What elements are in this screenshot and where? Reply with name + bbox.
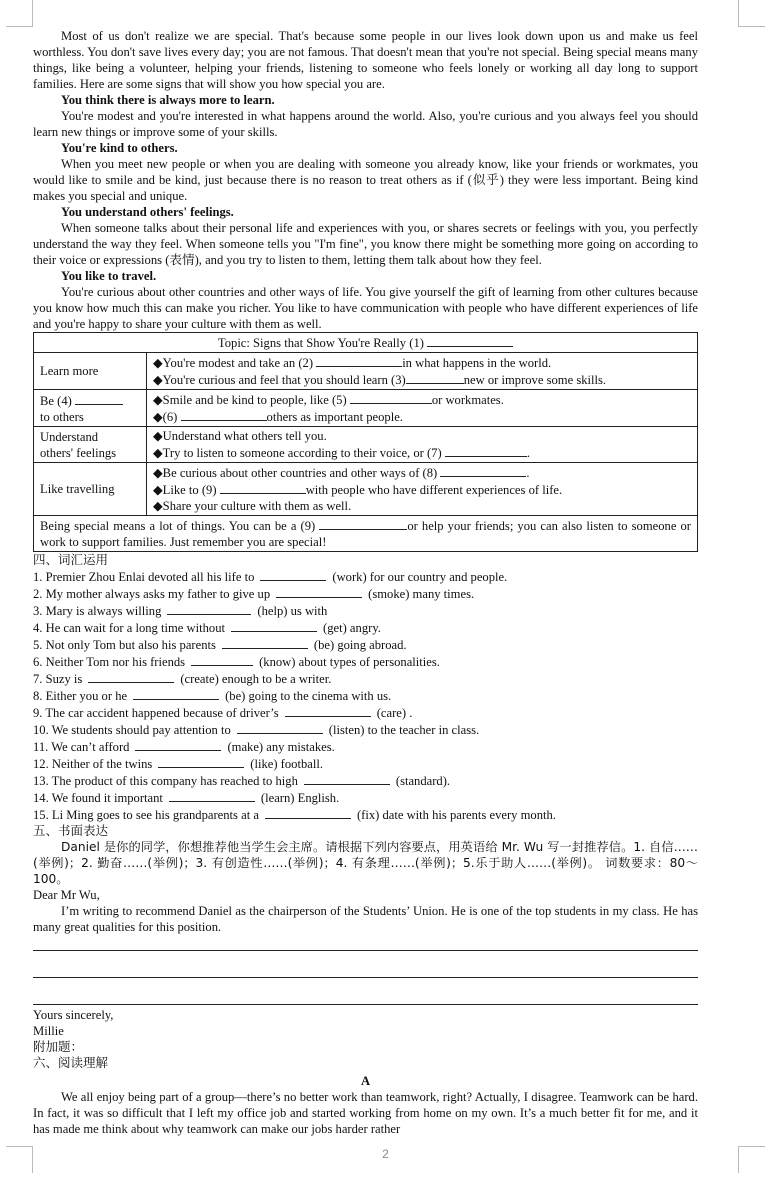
vocab-item xyxy=(33,704,698,721)
table-text: ◆Like to (9) xyxy=(153,483,217,497)
vocab-item-prompt: 5. Not only Tom but also his parents xyxy=(33,638,216,652)
vocab-item-hint: (smoke) many times. xyxy=(368,587,475,601)
vocab-answer-blank[interactable] xyxy=(133,687,219,700)
answer-blank-2[interactable] xyxy=(316,354,402,367)
passage-paragraph-3: When you meet new people or when you are dealing with someone you already know, like your friends or workmates, you would like to smile and be kind, just because there is no reason to treat others as if (似乎) they were less important. Being kind makes you special and unique. xyxy=(33,157,698,203)
answer-blank-4[interactable] xyxy=(75,392,123,405)
vocab-item xyxy=(33,789,698,806)
section-6-title: 六、阅读理解 xyxy=(33,1055,109,1070)
table-text: ◆You're modest and take an (2) xyxy=(153,356,314,370)
vocab-item xyxy=(33,653,698,670)
table-footer-text: Being special means a lot of things. You can be a (9) xyxy=(40,519,316,533)
vocab-item-prompt: 8. Either you or he xyxy=(33,689,128,703)
table-text: ◆(6) xyxy=(153,410,178,424)
row-label-learn-more: Learn more xyxy=(34,353,147,390)
table-row xyxy=(34,427,698,463)
vocab-answer-blank[interactable] xyxy=(167,602,251,615)
passage-heading-2: You're kind to others. xyxy=(61,141,178,155)
vocab-answer-blank[interactable] xyxy=(158,755,244,768)
vocab-answer-blank[interactable] xyxy=(222,636,308,649)
letter-salutation: Dear Mr Wu, xyxy=(33,888,100,902)
vocab-answer-blank[interactable] xyxy=(276,585,362,598)
table-text: others as important people. xyxy=(266,410,403,424)
vocab-answer-blank[interactable] xyxy=(265,806,351,819)
table-footer-text: or help your friends; you can also listen to someone or work to support families. Just remember you are special! xyxy=(40,519,692,549)
crop-mark-top-left xyxy=(6,0,33,27)
table-row xyxy=(34,516,698,552)
table-text: . xyxy=(526,466,530,480)
answer-blank-1[interactable] xyxy=(427,334,513,347)
extra-title: 附加题： xyxy=(33,1039,84,1054)
answer-blank-6[interactable] xyxy=(181,408,267,421)
vocab-item-hint: (listen) to the teacher in class. xyxy=(328,723,480,737)
vocab-answer-blank[interactable] xyxy=(169,789,255,802)
vocab-item xyxy=(33,636,698,653)
vocab-item xyxy=(33,738,698,755)
table-row xyxy=(34,333,698,353)
answer-blank-3[interactable] xyxy=(406,371,464,384)
vocab-item-hint: (help) us with xyxy=(257,604,328,618)
vocab-item-hint: (like) football. xyxy=(250,757,324,771)
table-text: . xyxy=(526,446,530,460)
table-text: new or improve some skills. xyxy=(463,373,607,387)
row-label-be: Be (4) xyxy=(40,393,72,408)
vocab-answer-blank[interactable] xyxy=(237,721,323,734)
vocab-item xyxy=(33,585,698,602)
vocab-item-prompt: 13. The product of this company has reached to high xyxy=(33,774,298,788)
passage-heading-1: You think there is always more to learn. xyxy=(61,93,275,107)
vocab-item-hint: (standard). xyxy=(395,774,451,788)
row-label-to-others: to others xyxy=(40,409,84,424)
vocab-item-prompt: 14. We found it important xyxy=(33,791,163,805)
vocab-item-prompt: 11. We can’t afford xyxy=(33,740,130,754)
vocab-answer-blank[interactable] xyxy=(88,670,174,683)
vocab-item-prompt: 1. Premier Zhou Enlai devoted all his life to xyxy=(33,570,255,584)
table-text: in what happens in the world. xyxy=(402,356,552,370)
vocab-item-prompt: 10. We students should pay attention to xyxy=(33,723,231,737)
summary-table xyxy=(33,332,698,552)
vocab-exercise-list xyxy=(33,568,698,823)
passage-paragraph-5: You're curious about other countries and other ways of life. You give yourself the gift of learning from other cultures because you know how much this can make you richer. You like to have communication with people who have different experiences of life and you're happy to share your culture with them as well. xyxy=(33,285,698,331)
vocab-item-prompt: 4. He can wait for a long time without xyxy=(33,621,226,635)
vocab-answer-blank[interactable] xyxy=(231,619,317,632)
vocab-item-hint: (create) enough to be a writer. xyxy=(180,672,332,686)
table-text: ◆Be curious about other countries and other ways of (8) xyxy=(153,466,438,480)
table-text: ◆Try to listen to someone according to their voice, or (7) xyxy=(153,446,442,460)
vocab-item xyxy=(33,602,698,619)
table-text: ◆Smile and be kind to people, like (5) xyxy=(153,393,347,407)
vocab-item-hint: (learn) English. xyxy=(260,791,340,805)
vocab-item xyxy=(33,721,698,738)
document-page xyxy=(33,28,698,1137)
vocab-item-hint: (make) any mistakes. xyxy=(227,740,335,754)
vocab-item-prompt: 7. Suzy is xyxy=(33,672,83,686)
vocab-item-hint: (get) angry. xyxy=(323,621,381,635)
vocab-item-prompt: 2. My mother always asks my father to give up xyxy=(33,587,271,601)
passage-paragraph-1: Most of us don't realize we are special. That's because some people in our lives look down upon us and make us feel worthless. You don't save lives every day; you are not famous. That doesn't mean that you're not special. Being special means many things, like being a volunteer, helping your friends, listening to someone who feels lonely or working all day long to support families. Here are some signs that will show you how special you are. xyxy=(33,29,698,91)
table-text: ◆Share your culture with them as well. xyxy=(153,499,352,513)
vocab-item-hint: (be) going to the cinema with us. xyxy=(225,689,392,703)
vocab-item-prompt: 12. Neither of the twins xyxy=(33,757,153,771)
vocab-item-prompt: 3. Mary is always willing xyxy=(33,604,162,618)
reading-passage-a: We all enjoy being part of a group—there’s no better work than teamwork, right? Actually, I disagree. Teamwork can be hard. In fact, it was so difficult that I left my office job and started working from home on my own. It’s a much better fit for me, and it has made me think about why teamwork can make our jobs harder rather xyxy=(33,1090,698,1136)
table-text: ◆You're curious and feel that you should learn (3) xyxy=(153,373,406,387)
vocab-answer-blank[interactable] xyxy=(260,568,326,581)
vocab-answer-blank[interactable] xyxy=(285,704,371,717)
answer-blank-10[interactable] xyxy=(319,517,407,530)
table-text: or workmates. xyxy=(431,393,504,407)
vocab-answer-blank[interactable] xyxy=(135,738,221,751)
vocab-answer-blank[interactable] xyxy=(191,653,253,666)
vocab-item xyxy=(33,670,698,687)
passage-paragraph-2: You're modest and you're interested in what happens around the world. Also, you're curious and you always feel you should learn new things or improve some of your skills. xyxy=(33,109,698,139)
vocab-item xyxy=(33,568,698,585)
answer-blank-9[interactable] xyxy=(220,481,306,494)
vocab-item-hint: (care) . xyxy=(376,706,413,720)
crop-mark-top-right xyxy=(738,0,765,27)
letter-opening: I’m writing to recommend Daniel as the chairperson of the Students’ Union. He is one of the top students in my class. He has many great qualities for this position. xyxy=(33,904,698,934)
vocab-item-prompt: 6. Neither Tom nor his friends xyxy=(33,655,186,669)
writing-prompt: Daniel 是你的同学，你想推荐他当学生会主席。请根据下列内容要点，用英语给 Mr. Wu 写一封推荐信。1. 自信……(举例)；2. 勤奋……(举例)；3. 有创造性……(举例)；4. 有条理……(举例)；5.乐于助人……(举例)。 词数要求：80～100。 xyxy=(33,840,698,886)
answer-blank-8[interactable] xyxy=(440,464,526,477)
row-label-like-travelling: Like travelling xyxy=(34,463,147,516)
table-row xyxy=(34,463,698,516)
vocab-item-prompt: 9. The car accident happened because of driver’s xyxy=(33,706,279,720)
vocab-item xyxy=(33,619,698,636)
passage-heading-3: You understand others' feelings. xyxy=(61,205,234,219)
vocab-item-prompt: 15. Li Ming goes to see his grandparents at a xyxy=(33,808,259,822)
vocab-item xyxy=(33,772,698,789)
table-text: with people who have different experiences of life. xyxy=(305,483,563,497)
passage-paragraph-4: When someone talks about their personal life and experiences with you, or shares secrets or feelings with you, you perfectly understand the way they feel. When someone tells you "I'm fine", you know there might be something more going on according to their voice or expressions (表情), and you try to listen to them, letting them talk about how they feel. xyxy=(33,221,698,267)
vocab-answer-blank[interactable] xyxy=(304,772,390,785)
table-topic: Topic: Signs that Show You're Really (1) xyxy=(217,336,424,350)
vocab-item-hint: (fix) date with his parents every month. xyxy=(356,808,556,822)
section-4-title: 四、词汇运用 xyxy=(33,552,109,567)
vocab-item xyxy=(33,806,698,823)
passage-a-label: A xyxy=(360,1074,371,1088)
vocab-item-hint: (know) about types of personalities. xyxy=(259,655,440,669)
row-label-understand: Understand xyxy=(40,429,99,444)
letter-closing: Yours sincerely, xyxy=(33,1008,114,1022)
answer-blank-5[interactable] xyxy=(350,391,432,404)
vocab-item-hint: (be) going abroad. xyxy=(313,638,407,652)
vocab-item xyxy=(33,755,698,772)
section-5-title: 五、书面表达 xyxy=(33,823,109,838)
vocab-item-hint: (work) for our country and people. xyxy=(332,570,508,584)
table-text: ◆Understand what others tell you. xyxy=(153,429,327,443)
letter-signature: Millie xyxy=(33,1024,64,1038)
row-label-others-feelings: others' feelings xyxy=(40,445,117,460)
answer-blank-7[interactable] xyxy=(445,444,527,457)
page-number: 2 xyxy=(382,1147,389,1161)
passage-heading-4: You like to travel. xyxy=(61,269,157,283)
vocab-item xyxy=(33,687,698,704)
table-row xyxy=(34,353,698,390)
table-row xyxy=(34,390,698,427)
